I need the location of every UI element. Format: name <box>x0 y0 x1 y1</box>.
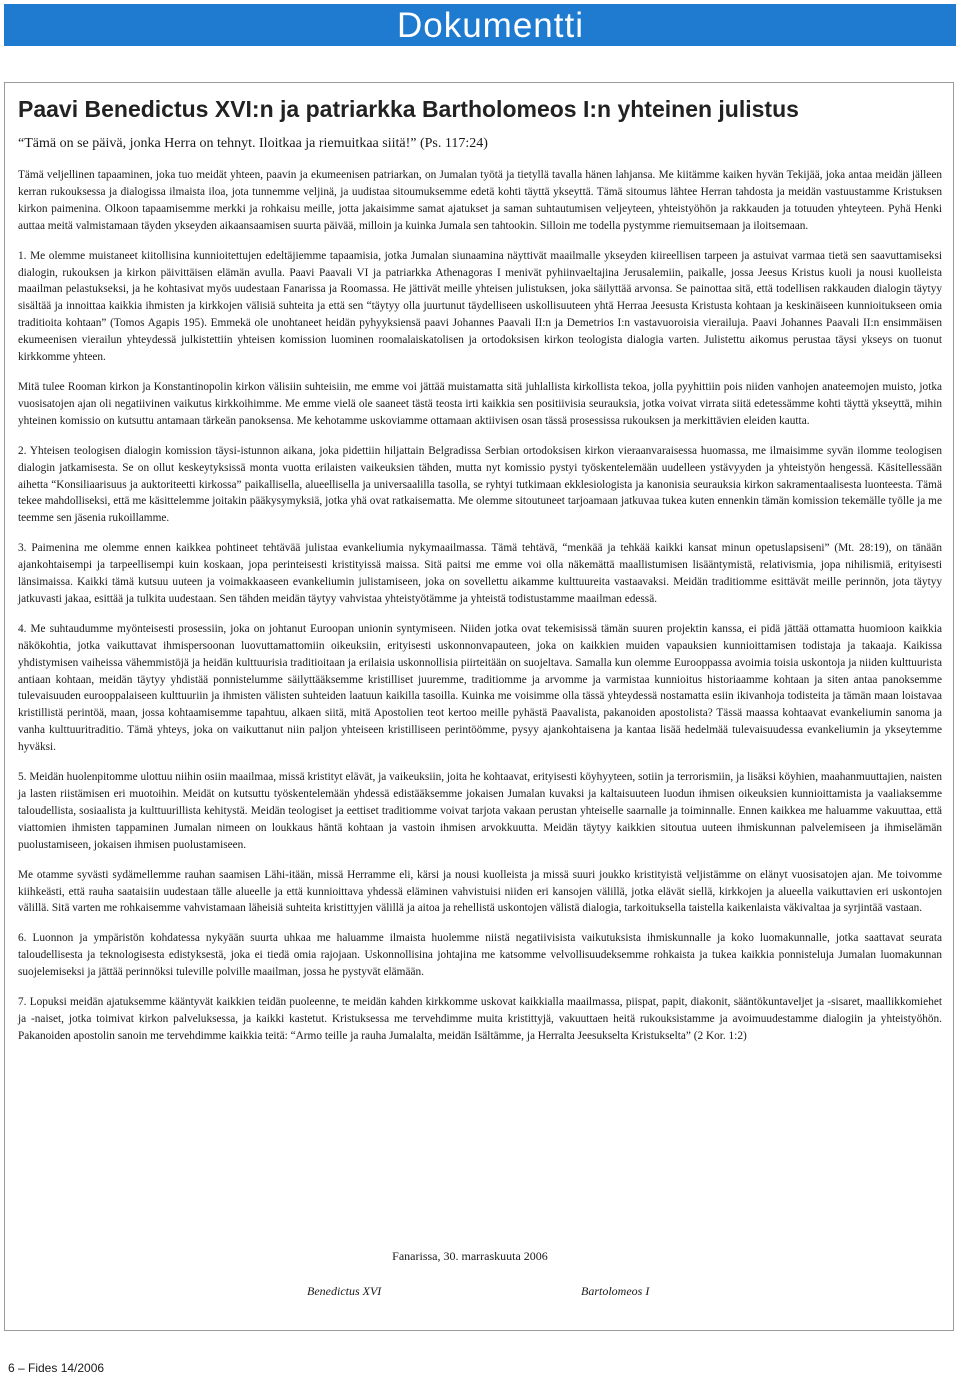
document-body <box>18 95 942 1058</box>
paragraph-3: 3. Paimenina me olemme ennen kaikkea pohtineet tehtävää julistaa evankeliumia nykymaailmassa. Tämä tehtävä, “menkää ja tehkää kaikki kansat minun opetuslapsiseni” (Mt. 28:19), on tänään ajankohtaisempi ja tarpeellisempi kuin koskaan, jopa perinteisesti kristityissä maissa. Sitä paitsi me emme voi olla näkemättä maallistumisen lisääntymistä, relativismia, jopa nihilismiä, erityisesti länsimaissa. Kaikki tämä kutsuu uuteen ja voimakkaaseen evankeliumin julistamiseen, joka on sovellettu aikamme kulttuureita vastaavaksi. Meidän traditiomme esittävät meille perinnön, jota täytyy jatkuvasti jakaa, esittää ja tulkita uudestaan. Sen tähden meidän täytyy vahvistaa yhteistyötämme ja yhteistä todistustamme maailman edessä. <box>18 542 942 605</box>
paragraph-1b: Mitä tulee Rooman kirkon ja Konstantinopolin kirkon välisiin suhteisiin, me emme voi jättää muistamatta sitä juhlallista kirkollista tekoa, jolla pyyhittiin pois niiden vanhojen anateemojen muisto, jotka vuosisatojen ajan oli negatiivinen vaikutus kirkkoihimme. Me emme vielä ole saaneet tästä teosta irti kaikkia sen positiivisia seurauksia, jotka voivat virrata siitä edetessämme kohti täyttä ykseyttä, mihin yhteinen komissio on kutsuttu antamaan tärkeän panoksensa. Me kehotamme uskoviamme ottamaan aktiivisen osan tässä prosessissa rukouksen ja merkittävien eleiden kautta. <box>18 380 942 427</box>
signature-benedictus: Benedictus XVI <box>307 1284 382 1298</box>
paragraph-6: 6. Luonnon ja ympäristön kohdatessa nykyään suurta uhkaa me haluamme ilmaista huolemme niistä negatiivisista vaikutuksista ihmiskunnalle ja koko luomakunnalle, jotka saattavat seurata taloudellisesta ja teknologisesta edistyksestä, joka ei tiedä omia rajojaan. Uskonnollisina johtajina me katsomme velvollisuudeksemme rohkaista ja tukea kaikkia ponnisteluja Jumalan luomakunnan suojelemiseksi ja jättää perinnöksi tuleville polville maailman, jossa he pystyvät elämään. <box>18 932 942 979</box>
document-epigraph: “Tämä on se päivä, jonka Herra on tehnyt. Iloitkaa ja riemuitkaa siitä!” (Ps. 117:24) <box>18 136 488 151</box>
paragraph-5b: Me otamme syvästi sydämellemme rauhan saamisen Lähi-itään, missä Herramme eli, kärsi ja nousi kuolleista ja missä suuri joukko kristityistä veljistämme on elänyt vuosisatojen ajan. Me toivomme kiihkeästi, että rauha saataisiin uudestaan tälle alueelle ja että kunnioittava yhdessä eläminen vahvistuisi niiden eri kansojen välillä, jotka elävät siellä, kirkkojen ja alueella vaikuttavien eri uskontojen välillä. Sitä varten me rohkaisemme vahvistamaan läheisiä suhteita kristittyjen välillä ja aitoa ja rehellistä uskontojen välistä dialogia, tarkoituksella taistella kaikenlaista väkivaltaa ja syrjintää vastaan. <box>18 868 942 915</box>
section-title: Dokumentti <box>396 6 584 45</box>
paragraph-4: 4. Me suhtaudumme myönteisesti prosessiin, joka on johtanut Euroopan unionin syntymiseen. Niiden jotka ovat tekemisissä tämän suuren projektin kanssa, ei pidä jättää ottamatta huomioon kaikkia näkökohtia, jotka vaikuttavat ihmispersoonan luovuttamattomiin oikeuksiin, erityisesti uskonnonvapauteen, joka on kaikkien muiden vapauksien kunnioittamisen todistaja ja takaaja. Kaikissa yhdistymisen vaiheissa vähemmistöjä ja heidän kulttuurisia traditioitaan ja erilaisia uskonnollisia piirteitään on suojeltava. Samalla kun olemme Eurooppassa avoimia toisia uskontoja ja niiden kulttuurista antiaan kohtaan, meidän täytyy yhdistää ponnistelumme säilyttääksemme kristilliset juuremme, traditiomme ja arvomme ja varmistaa kunnioitus historiaamme kohtaan ja siten antaa panoksemme tulevaisuuden eurooppalaiseen kulttuuriin ja ihmisten välisten suhteiden laatuun kaikilla tasoilla. Kuinka me voisimme olla tässä yhteydessä nostamatta esiin ikivanhoja todisteita ja tämän maan loistavaa kristillistä perintöä, maan, jossa kohtaamisemme tapahtuu, alkaen siitä, mitä Apostolien teot kertoo meille pyhästä Paavalista, pakanoiden apostolista? Tässä maassa kohtaavat evankeliumin sanoma ja vanha kulttuuritraditio. Tämä yhteys, joka on vaikuttanut niin paljon yhteiseen kristilliseen perintöömme, pysyy ajankohtaisena ja kantaa lisää hedelmää tulevaisuudessa evankeliumin ja ykseytemme hyväksi. <box>18 622 942 754</box>
signature-bartolomeos: Bartolomeos I <box>581 1284 650 1298</box>
page-footer: 6 – Fides 14/2006 <box>8 1361 105 1375</box>
paragraph-2: 2. Yhteisen teologisen dialogin komission täysi-istunnon aikana, joka pidettiin hiljattain Belgradissa Serbian ortodoksisen kirkon vieraanvaraisessa huomassa, me ilmaisimme syvän ilomme teologisen dialogin jatkamisesta. Se on ollut keskeytyksissä monta vuotta erilaisten vaikeuksien tähden, mutta nyt komissio pystyi työskentelemään uudelleen ystävyyden ja yhteistyön hengessä. Käsitellessään aihetta “Konsiliaarisuus ja auktoriteetti kirkossa” paikallisella, alueellisella ja universaalilla tasolla, se ryhtyi tutkimaan ekklesiologista ja kanonisia seurauksia kirkon sakramentaalisesta luonteesta. Tämä tekee mahdolliseksi, että me käsittelemme joitakin pääkysymyksiä, jotka yhä ovat ratkaisematta. Me olemme sitoutuneet tarjoamaan jatkuvaa tukea kuten ennenkin tämän komission tekemälle työlle ja me teemme sen jäsenia rukoillamme. <box>18 444 942 525</box>
paragraph-5: 5. Meidän huolenpitomme ulottuu niihin osiin maailmaa, missä kristityt elävät, ja vaikeuksiin, joita he kohtaavat, erityisesti köyhyyteen, sotiin ja terrorismiin, ja lisäksi köyhien, maahanmuuttajien, naisten ja lasten riistämisen eri muotoihin. Meidät on kutsuttu työskentelemään yhdessä edistääksemme jokaisen Jumalan kuvaksi ja kaltaisuuteen luodun ihmisen oikeuksien kunnioittamista ja vaaliaksemme taloudellista, sosiaalista ja kulttuurillista kehitystä. Meidän teologiset ja eettiset traditiomme voivat tarjota vakaan perustan yhteiselle saarnalle ja toiminnalle. Ennen kaikkea me haluamme vakuuttaa, että viattomien ihmisten tappaminen Jumalan nimeen on loukkaus häntä kohtaan ja vastoin ihmisen arvokkuutta. Meidän täytyy kaikkien sitoutua uuteen ihmiskunnan palvelemiseen ja ihmiselämän puolustamiseen, jokaisen ihmisen puolustamiseen. <box>18 771 942 851</box>
paragraph-intro: Tämä veljellinen tapaaminen, joka tuo meidät yhteen, paavin ja ekumeenisen patriarkan, on Jumalan työtä ja tietyllä tavalla hänen lahjansa. Me kiitämme kaiken hyvän Tekijää, joka antaa meidän jälleen kerran rukouksessa ja dialogissa ilmaista iloa, jota tunnemme veljinä, ja uudistaa sitoumuksemme edetä kohti täyttä ykseyttä. Tämä sitoumus lähtee Herran tahdosta ja meidän vastuustamme Kristuksen kirkon paimenina. Olkoon tapaamisemme merkki ja rohkaisu meille, jotta jakaisimme samat ajatukset ja saman suhtautumisen veljeyteen, yhteistyöhön ja rakkauden ja totuuden yhteyteen. Pyhä Henki auttaa meitä valmistamaan täyden ykseyden aikaansaamisen suurta päivää, milloin ja kuinka Jumala sen tahtookin. Silloin me todella pystymme riemuitsemaan ja iloitsemaan. <box>18 169 942 232</box>
place-and-date: Fanarissa, 30. marraskuuta 2006 <box>392 1249 548 1263</box>
section-banner <box>4 4 956 46</box>
document-title: Paavi Benedictus XVI:n ja patriarkka Bartholomeos I:n yhteinen julistus <box>18 96 799 122</box>
paragraph-1: 1. Me olemme muistaneet kiitollisina kunnioitettujen edeltäjiemme tapaamisia, jotka Jumalan siunaamina näyttivät maailmalle ykseyden kiireellisen tarpeen ja astuivat varmaa tietä sen saavuttamiseksi dialogin, rukouksen ja kirkon päivittäisen elämän avulla. Paavi Paavali VI ja patriarkka Athenagoras I menivät pyhiinvaeltajina Jerusalemiin, paikalle, jossa Jeesus Kristus kuoli ja nousi kuolleista maailman pelastukseksi, ja he kohtasivat myös uudestaan Fanarissa ja Roomassa. He jättivät meille yhteisen julistuksen, joka säilyttää arvonsa. Se painottaa sitä, että todellisen rakkauden dialogin täytyy sisältää ja innoittaa kaikkia ihmisten ja kirkkojen välisiä suhteita ja että sen “täytyy olla juurtunut täydelliseen uskollisuuteen yhtä Herraa Jeesusta Kristusta kohtaan ja keskinäiseen kunnioitukseen omia traditioita kohtaan” (Tomos Agapis 195). Emmekä ole unohtaneet heidän pyhyyksiensä paavi Johannes Paavali II:n ja Demetrios I:n vastavuoroisia vierailuja. Paavi Johannes Paavali II:n ensimmäisen ekumeenisen vierailun yhteydessä julkistettiin yhteisen komission luominen roomalaiskatolisen ja ortodoksisen kirkon teologista dialogia varten. Julistettu aikomus perustaa täysi ykseys on tuonut kirkkomme yhteen. <box>18 249 942 364</box>
paragraph-7: 7. Lopuksi meidän ajatuksemme kääntyvät kaikkien teidän puoleenne, te meidän kahden kirkkomme uskovat kaikkialla maailmassa, piispat, papit, diakonit, sääntökuntaveljet ja -sisaret, maallikkomiehet ja -naiset, jotka toimivat kirkon palveluksessa, ja kaikki kastetut. Kristuksessa me tervehdimme muita kristittyjä, vakuuttaen heitä rukouksistamme ja avoimuudestamme dialogiin ja yhteistyöhön. Pakanoiden apostolin sanoin me tervehdimme kaikkia teitä: “Armo teille ja rauha Jumalalta, meidän Isältämme, ja Herralta Jeesukselta Kristukselta” (2 Kor. 1:2) <box>18 996 942 1042</box>
